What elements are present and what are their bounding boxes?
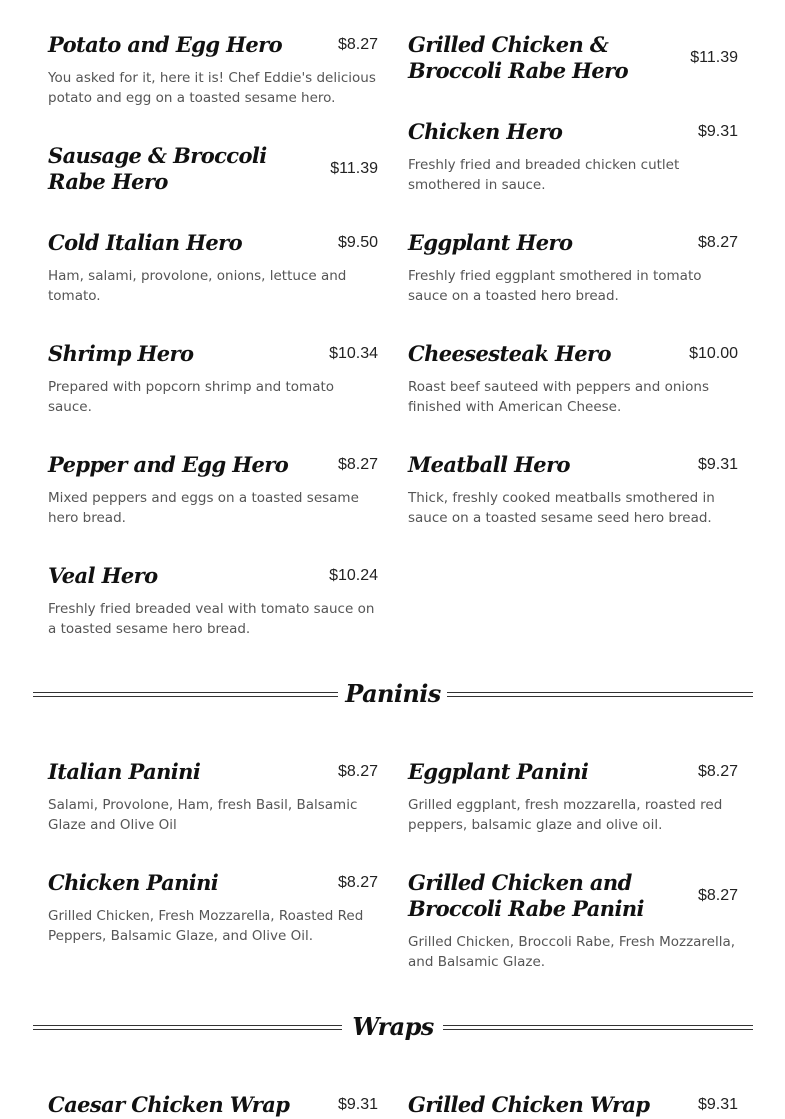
section-title: Paninis: [345, 679, 441, 708]
item-name: Grilled Chicken and Broccoli Rabe Panini: [408, 870, 644, 921]
menu-item[interactable]: [408, 1092, 738, 1118]
section-header-wraps: [33, 1013, 753, 1043]
divider-line: [443, 1025, 753, 1030]
item-name: Grilled Chicken & Broccoli Rabe Hero: [408, 32, 629, 83]
item-name: Meatball Hero: [408, 452, 570, 477]
item-price: $8.27: [697, 234, 738, 251]
item-name: Caesar Chicken Wrap: [48, 1092, 290, 1117]
item-name: Eggplant Hero: [408, 230, 573, 255]
item-description: Thick, freshly cooked meatballs smothered in sauce on a toasted sesame seed hero bread.: [408, 490, 715, 526]
item-name: Cold Italian Hero: [48, 230, 243, 255]
item-description: Grilled eggplant, fresh mozzarella, roasted red peppers, balsamic glaze and olive oil.: [408, 797, 723, 833]
item-name: Cheesesteak Hero: [408, 341, 611, 366]
item-description: Freshly fried breaded veal with tomato sauce on a toasted sesame hero bread.: [48, 601, 375, 637]
menu-item[interactable]: [48, 143, 378, 195]
item-name: Shrimp Hero: [48, 341, 194, 366]
item-description: Freshly fried and breaded chicken cutlet smothered in sauce.: [408, 157, 680, 193]
item-price: $9.31: [697, 1096, 738, 1113]
menu-item[interactable]: [48, 1092, 378, 1118]
menu-item[interactable]: [48, 452, 378, 528]
menu-item[interactable]: [408, 759, 738, 835]
menu-item[interactable]: [48, 341, 378, 417]
item-price: $11.39: [330, 160, 378, 177]
item-name: Veal Hero: [48, 563, 158, 588]
divider-line: [447, 692, 753, 697]
item-name: Chicken Hero: [408, 119, 563, 144]
item-name: Potato and Egg Hero: [48, 32, 282, 57]
item-name: Grilled Chicken Wrap: [408, 1092, 650, 1117]
item-description: Grilled Chicken, Broccoli Rabe, Fresh Mozzarella, and Balsamic Glaze.: [408, 934, 736, 970]
item-price: $8.27: [337, 36, 378, 53]
item-description: You asked for it, here it is! Chef Eddie's delicious potato and egg on a toasted sesame hero.: [48, 70, 376, 106]
item-description: Freshly fried eggplant smothered in tomato sauce on a toasted hero bread.: [408, 268, 702, 304]
section-header-paninis: [33, 680, 753, 710]
section-title: Wraps: [352, 1012, 434, 1041]
menu-item[interactable]: [48, 563, 378, 639]
item-price: $9.31: [337, 1096, 378, 1113]
item-price: $8.27: [337, 874, 378, 891]
menu-item[interactable]: [408, 341, 738, 417]
menu-item[interactable]: [48, 870, 378, 946]
item-price: $10.24: [329, 567, 378, 584]
menu-item[interactable]: [48, 759, 378, 835]
item-description: Salami, Provolone, Ham, fresh Basil, Balsamic Glaze and Olive Oil: [48, 797, 358, 833]
item-price: $9.50: [337, 234, 378, 251]
menu-item[interactable]: [408, 452, 738, 528]
item-name: Eggplant Panini: [408, 759, 589, 784]
item-description: Roast beef sauteed with peppers and onions finished with American Cheese.: [408, 379, 710, 415]
menu-item[interactable]: [48, 32, 378, 108]
item-price: $8.27: [337, 763, 378, 780]
item-name: Pepper and Egg Hero: [48, 452, 289, 477]
item-price: $9.31: [697, 456, 738, 473]
item-price: $8.27: [697, 763, 738, 780]
item-price: $9.31: [697, 123, 738, 140]
item-description: Mixed peppers and eggs on a toasted sesame hero bread.: [48, 490, 359, 526]
item-price: $8.27: [337, 456, 378, 473]
item-description: Prepared with popcorn shrimp and tomato sauce.: [48, 379, 335, 415]
menu-item[interactable]: [48, 230, 378, 306]
item-description: Ham, salami, provolone, onions, lettuce and tomato.: [48, 268, 347, 304]
menu-item[interactable]: [408, 32, 738, 84]
item-name: Sausage & Broccoli Rabe Hero: [48, 143, 267, 194]
menu-item[interactable]: [408, 230, 738, 306]
menu-item[interactable]: [408, 870, 738, 972]
item-price: $10.00: [689, 345, 738, 362]
menu-item[interactable]: [408, 119, 738, 195]
item-price: $11.39: [690, 49, 738, 66]
item-description: Grilled Chicken, Fresh Mozzarella, Roasted Red Peppers, Balsamic Glaze, and Olive Oil.: [48, 908, 364, 944]
item-price: $10.34: [329, 345, 378, 362]
item-price: $8.27: [697, 887, 738, 904]
item-name: Chicken Panini: [48, 870, 219, 895]
item-name: Italian Panini: [48, 759, 201, 784]
